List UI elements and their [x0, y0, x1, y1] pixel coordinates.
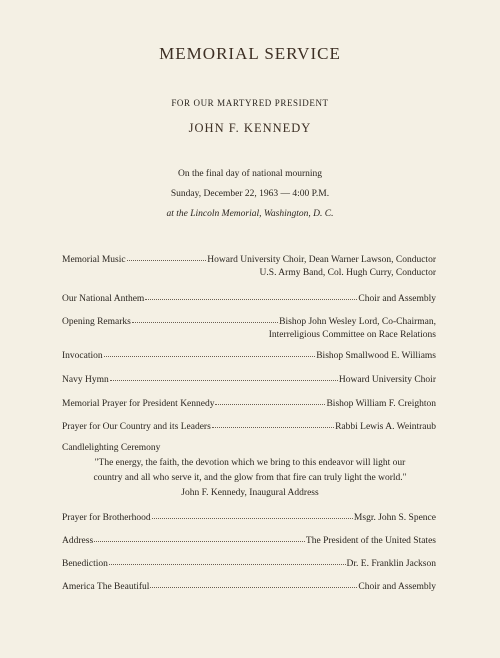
program-item-performer: Choir and Assembly: [358, 294, 436, 304]
program-item-label: America The Beautiful: [62, 582, 150, 592]
program-item-label: Memorial Music: [62, 255, 126, 265]
program-item: [62, 397, 436, 410]
dot-leader: [110, 372, 338, 381]
program-item-performer: Rabbi Lewis A. Weintraub: [335, 422, 436, 432]
quote-line: "The energy, the faith, the devotion which we bring to this endeavor will light our: [94, 458, 406, 468]
program-item: [62, 315, 436, 328]
quote-line: country and all who serve it, and the glow from that fire can truly light the world.": [93, 473, 407, 483]
program-item-performer: Howard University Choir, Dean Warner Lawson, Conductor: [207, 255, 436, 265]
program-item-performer: Msgr. John S. Spence: [353, 513, 436, 523]
dot-leader: [104, 348, 316, 357]
program-item-label: Memorial Prayer for President Kennedy: [62, 399, 215, 409]
date-line: Sunday, December 22, 1963 — 4:00 P.M.: [170, 189, 330, 199]
dot-leader: [109, 556, 346, 565]
program-item-performer: Bishop William F. Creighton: [326, 399, 436, 409]
program-item-label: Prayer for Brotherhood: [62, 513, 151, 523]
candlelighting-label: Candlelighting Ceremony: [62, 443, 161, 453]
program-item: [62, 253, 436, 266]
program-item: [62, 420, 436, 433]
program-item-label: Address: [62, 536, 94, 546]
page-title: MEMORIAL SERVICE: [159, 44, 341, 63]
program-item-label: Opening Remarks: [62, 317, 131, 327]
dot-leader: [150, 579, 357, 588]
program-item: [62, 511, 436, 524]
program-item: [62, 534, 436, 547]
program-item-performer: The President of the United States: [305, 536, 436, 546]
program-item-extra: U.S. Army Band, Col. Hugh Curry, Conductor: [259, 268, 436, 278]
program-item: [62, 557, 436, 570]
program-item: [62, 292, 436, 305]
program-item: [62, 373, 436, 386]
dot-leader: [215, 396, 325, 405]
quote-attribution: John F. Kennedy, Inaugural Address: [181, 488, 319, 498]
dot-leader: [94, 533, 305, 542]
subtitle: FOR OUR MARTYRED PRESIDENT: [171, 98, 329, 108]
program-item-label: Prayer for Our Country and its Leaders: [62, 422, 211, 432]
program-item-performer: Choir and Assembly: [358, 582, 436, 592]
program-item-label: Our National Anthem: [62, 294, 145, 304]
dot-leader: [127, 252, 207, 261]
dot-leader: [152, 510, 353, 519]
dot-leader: [145, 291, 357, 300]
location-line: at the Lincoln Memorial, Washington, D. C.: [166, 209, 334, 219]
program-item-label: Invocation: [62, 351, 103, 361]
dot-leader: [132, 314, 278, 323]
program-item-performer: Bishop Smallwood E. Williams: [316, 351, 436, 361]
dot-leader: [212, 419, 334, 428]
program-item-extra: Interreligious Committee on Race Relations: [268, 330, 436, 340]
program-item: [62, 349, 436, 362]
program-item-performer: Dr. E. Franklin Jackson: [346, 559, 436, 569]
program-item-label: Benediction: [62, 559, 108, 569]
occasion-line: On the final day of national mourning: [177, 169, 323, 179]
program-item-performer: Bishop John Wesley Lord, Co-Chairman,: [279, 317, 436, 327]
program-item-performer: Howard University Choir: [338, 375, 436, 385]
program-item-label: Navy Hymn: [62, 375, 109, 385]
honoree-name: JOHN F. KENNEDY: [188, 121, 312, 135]
program-item: [62, 580, 436, 593]
